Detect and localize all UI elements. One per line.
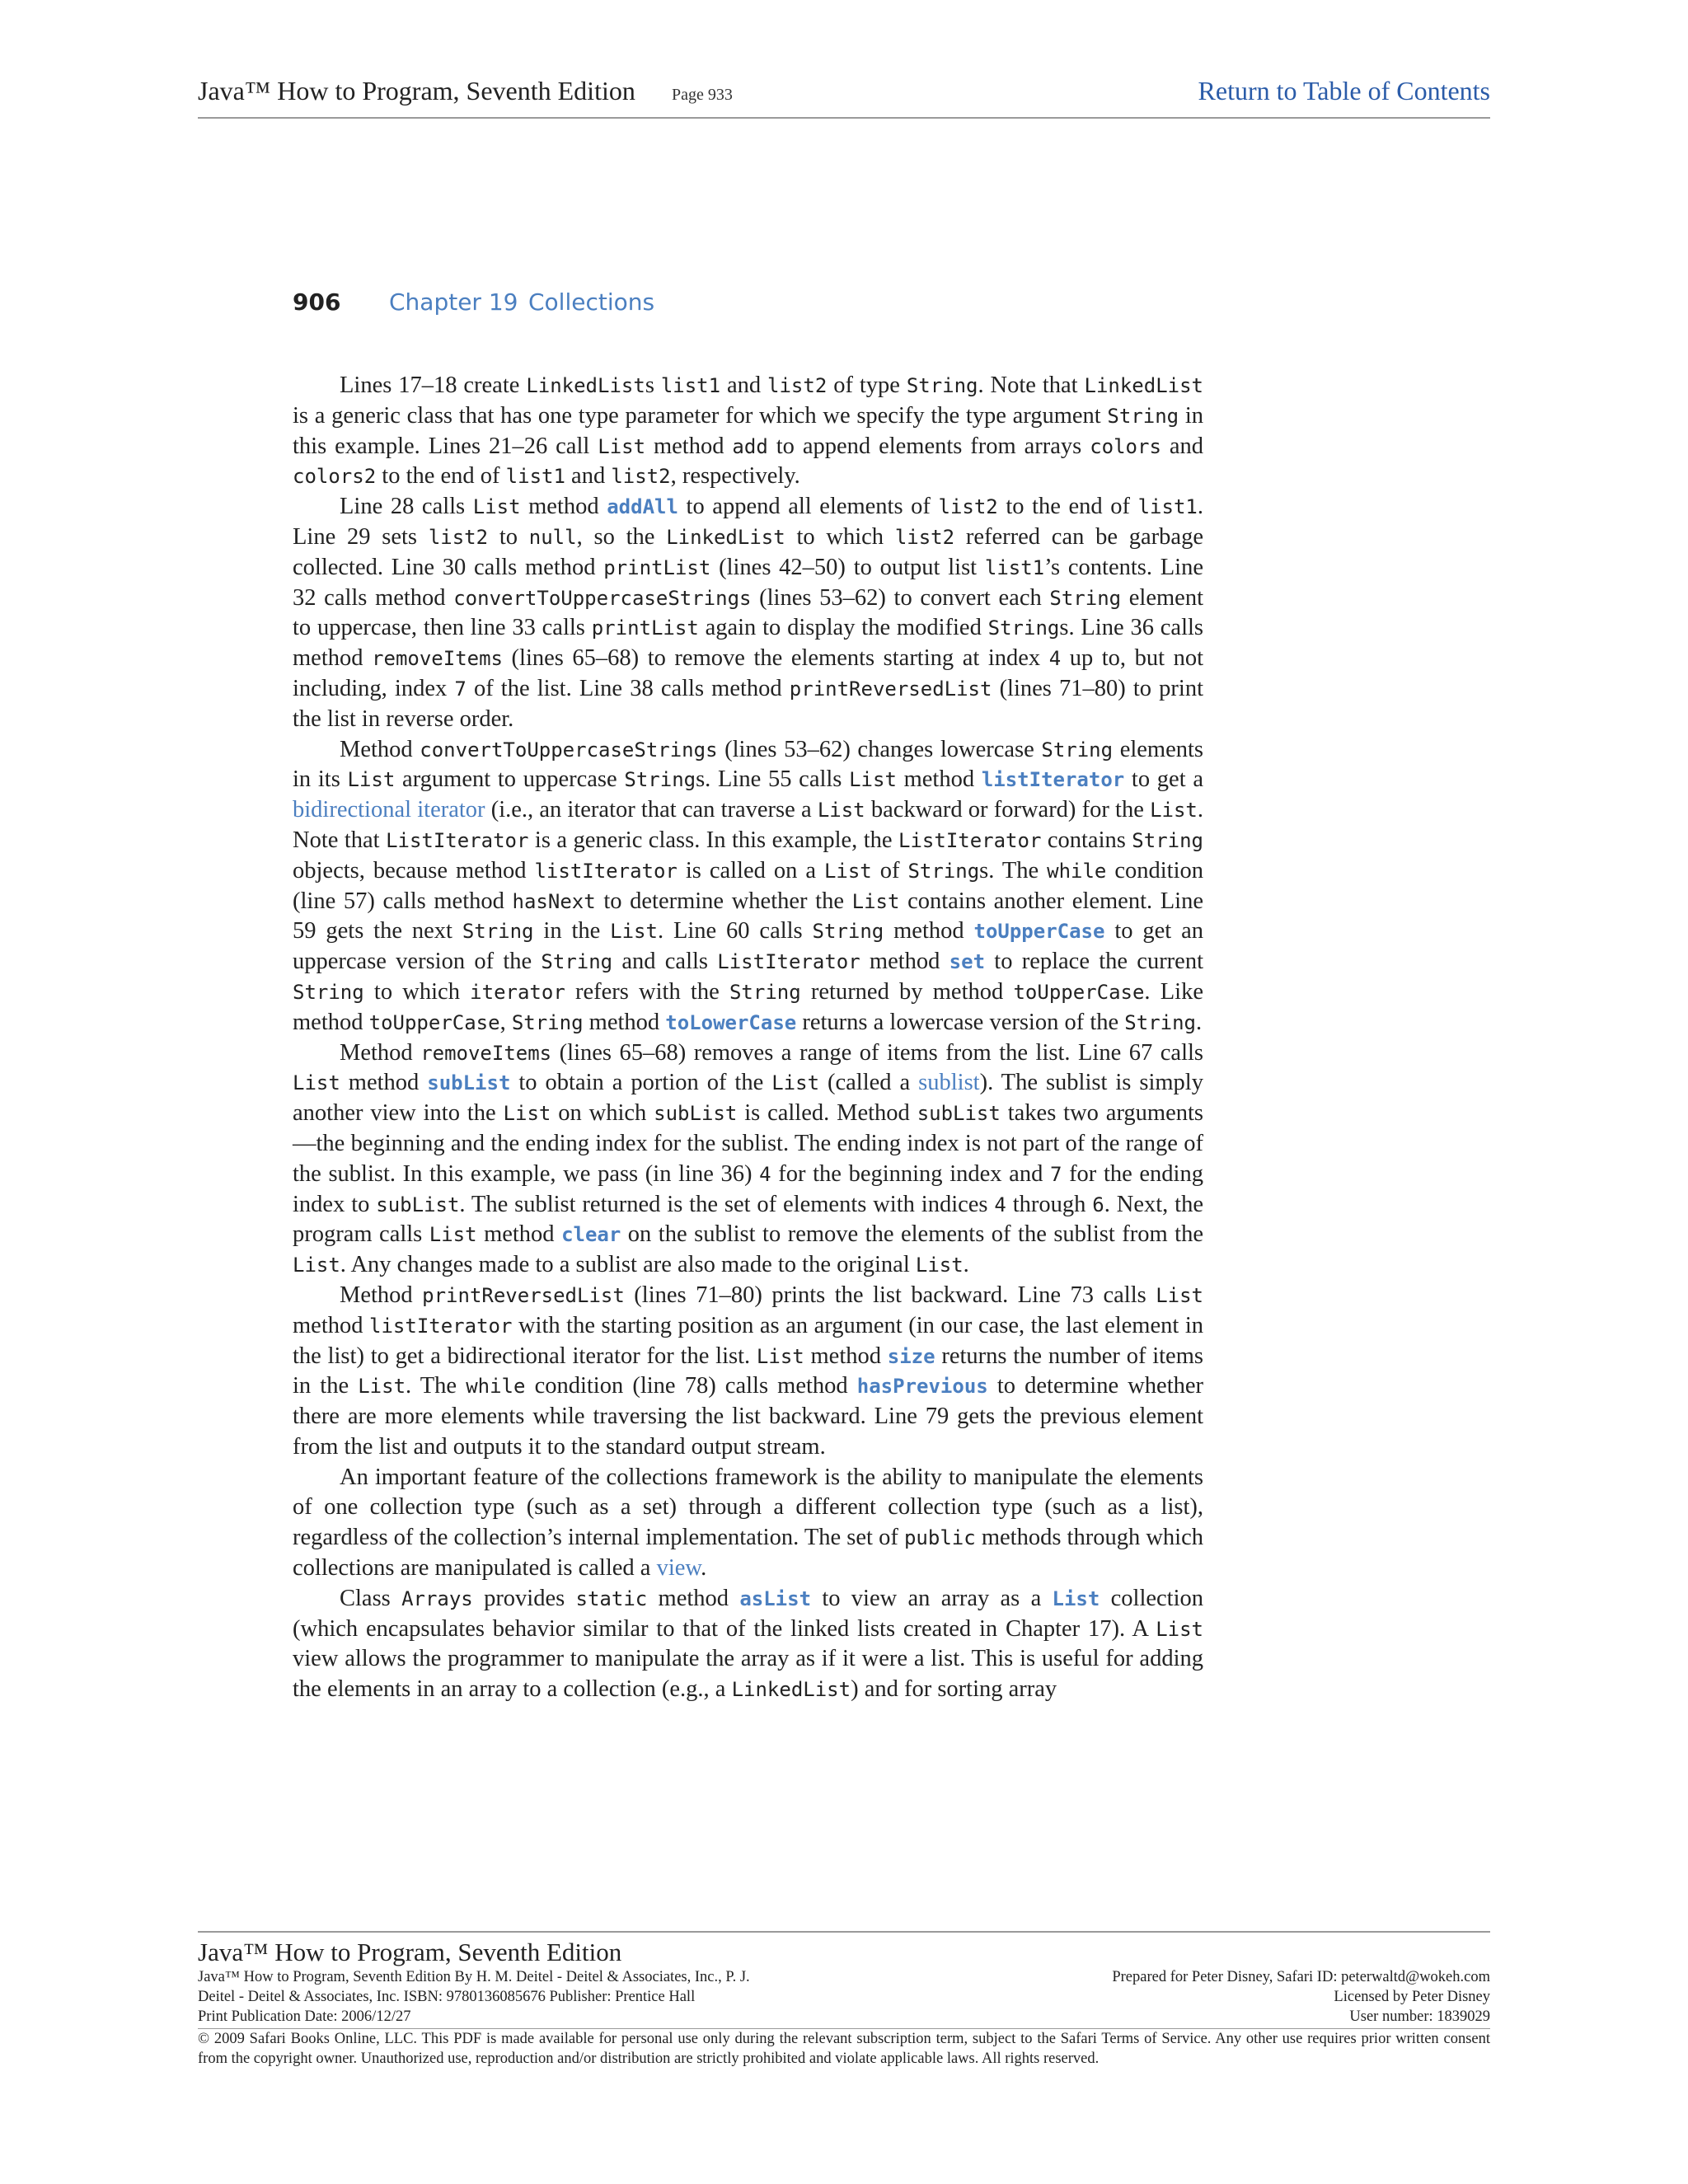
text-run: ). The sublist is simply another view into the: [293, 1070, 1203, 1127]
text-run: to the end of: [997, 494, 1138, 520]
code-term: list1: [660, 374, 721, 397]
code-term: colors: [1090, 434, 1161, 458]
text-run: condition (line 57) calls method: [293, 857, 1204, 914]
code-term: List: [817, 799, 865, 823]
code-term: String: [1124, 1010, 1196, 1034]
code-term: List: [472, 495, 521, 519]
code-term: subList: [376, 1193, 460, 1216]
code-term: list1: [984, 555, 1045, 579]
code-term: String: [462, 920, 534, 944]
text-run: , so the: [576, 523, 667, 550]
text-run: to replace the current: [985, 949, 1203, 975]
code-term: 7: [454, 677, 467, 701]
key-method-term: size: [887, 1344, 935, 1368]
code-term: 7: [1049, 1162, 1062, 1186]
text-run: to determine whether the: [595, 888, 852, 914]
text-run: . Note that: [978, 373, 1085, 398]
code-term: list2: [767, 374, 828, 397]
text-run: objects, because method: [293, 857, 535, 883]
text-run: to: [488, 523, 529, 550]
text-run: to append elements from arrays: [767, 433, 1090, 459]
code-term: printList: [591, 616, 699, 640]
code-term: printList: [603, 555, 711, 579]
text-run: method: [896, 766, 982, 793]
footer-row: [198, 1967, 1490, 1987]
text-run: returns the number of items in the: [293, 1343, 1203, 1399]
text-run: method: [476, 1221, 562, 1248]
code-term: add: [732, 434, 768, 458]
text-run: Method: [340, 1039, 421, 1066]
code-term: LinkedList: [526, 374, 645, 397]
code-term: String: [907, 859, 980, 883]
code-term: List: [293, 1254, 340, 1277]
text-run: . Any changes made to a sublist are also made to the original: [340, 1252, 916, 1278]
key-method-term: subList: [427, 1071, 511, 1095]
text-run: to which: [363, 978, 471, 1005]
code-term: String: [812, 920, 884, 944]
text-run: and calls: [612, 949, 718, 975]
text-run: backward or forward) for the: [865, 797, 1151, 823]
text-run: again to display the modified: [698, 615, 988, 641]
key-method-term: listIterator: [981, 768, 1125, 792]
text-run: in the: [533, 918, 611, 944]
text-run: method: [647, 1585, 740, 1611]
code-term: subList: [917, 1102, 1001, 1126]
text-run: method: [293, 1312, 370, 1338]
code-term: public: [903, 1526, 976, 1550]
code-term: subList: [654, 1102, 738, 1126]
key-term: sublist: [918, 1070, 980, 1096]
code-term: String: [906, 374, 978, 397]
key-method-term: clear: [561, 1223, 621, 1247]
text-run: argument to uppercase: [395, 766, 625, 793]
code-term: hasNext: [512, 889, 596, 913]
code-term: null: [528, 525, 577, 549]
text-run: Lines 17–18 create: [340, 373, 527, 398]
code-term: convertToUppercaseStrings: [420, 738, 718, 762]
text-run: (lines 65–68) to remove the elements starting at index: [503, 645, 1049, 672]
chapter-number: Chapter 19: [389, 288, 518, 316]
text-run: Line 28 calls: [340, 494, 473, 520]
text-run: to the end of: [376, 463, 506, 490]
key-method-term: toUpperCase: [973, 920, 1105, 944]
key-term: bidirectional iterator: [293, 797, 485, 823]
chapter-name: Collections: [528, 288, 655, 316]
code-term: String: [1041, 738, 1114, 762]
text-run: An important feature of the collections framework is the ability to manipulate the elements of one collection type (such as a set) through a different collection type (such as a list), regardless of the collection’s internal implementation. The set of: [293, 1464, 1203, 1551]
text-run: through: [1006, 1191, 1093, 1217]
code-term: 4: [759, 1162, 771, 1186]
code-term: ListIterator: [898, 828, 1042, 852]
body-paragraph: [293, 1281, 1203, 1463]
page-label: Page 933: [672, 86, 733, 104]
text-run: of the list. Line 38 calls method: [466, 675, 790, 701]
footer-user-number: User number: 1839029: [1349, 2008, 1490, 2025]
page-footer: [198, 1931, 1490, 2069]
text-run: (lines 71–80) to print the list in reverse order.: [293, 675, 1203, 732]
text-run: (lines 42–50) to output list: [710, 554, 985, 580]
text-run: (lines 53–62) to convert each: [751, 584, 1050, 611]
text-run: contains: [1041, 827, 1132, 853]
code-term: list2: [611, 465, 671, 489]
code-term: String: [729, 980, 801, 1004]
code-term: convertToUppercaseStrings: [453, 586, 752, 610]
book-title: Java™ How to Program, Seventh Edition: [198, 76, 635, 105]
text-run: method: [860, 949, 950, 975]
footer-row: [198, 2007, 1490, 2027]
text-run: methods through which collections are manipulated is called a: [293, 1525, 1203, 1582]
text-run: provides: [472, 1585, 576, 1611]
footer-licensed-by: Licensed by Peter Disney: [1334, 1989, 1490, 2005]
text-run: , respectively.: [670, 463, 800, 490]
code-term: List: [1150, 799, 1198, 823]
footer-isbn: Deitel - Deitel & Associates, Inc. ISBN: 9780136085676 Publisher: Prentice Hall: [198, 1989, 696, 2005]
text-run: to view an array as a: [811, 1585, 1053, 1611]
body-paragraph: [293, 371, 1203, 492]
return-to-toc-link[interactable]: Return to Table of Contents: [1198, 76, 1490, 105]
code-term: list2: [938, 495, 998, 519]
text-run: takes two arguments—the beginning and the ending index for the sublist. The ending index is not part of the range of the sublist. In this example, we pass (in line 36): [293, 1100, 1204, 1187]
text-run: s: [645, 373, 661, 398]
code-term: String: [624, 768, 696, 792]
code-term: String: [541, 950, 613, 974]
text-run: referred can be garbage collected. Line 30 calls method: [293, 523, 1203, 580]
code-term: printReversedList: [789, 677, 992, 701]
text-run: in this example. Lines 21–26 call: [293, 402, 1203, 459]
body-paragraph: [293, 1463, 1203, 1584]
code-term: List: [823, 859, 872, 883]
text-run: Method: [340, 736, 420, 762]
key-term: view: [656, 1555, 701, 1582]
code-term: 4: [1048, 647, 1062, 671]
text-run: (i.e., an iterator that can traverse a: [485, 797, 818, 823]
code-term: ListIterator: [717, 950, 860, 974]
text-run: . Line 29 sets: [293, 494, 1203, 550]
text-run: to determine whether there are more elements while traversing the list backward. Line 79 gets the previous element from the list and outputs it to the standard output stream.: [293, 1373, 1204, 1460]
key-method-term: List: [1052, 1586, 1100, 1610]
code-term: list1: [505, 465, 565, 489]
code-term: List: [358, 1375, 406, 1399]
body-text: [293, 371, 1203, 1705]
code-term: while: [1047, 859, 1107, 883]
text-run: method: [804, 1343, 888, 1369]
text-run: is called on a: [677, 857, 824, 883]
code-term: list2: [428, 525, 489, 549]
text-run: up to, but not including, index: [293, 645, 1203, 701]
text-run: and: [565, 463, 612, 490]
body-paragraph: [293, 1038, 1203, 1281]
text-run: s. Line 36 calls method: [293, 615, 1204, 672]
text-run: method: [340, 1070, 428, 1096]
text-run: of type: [827, 373, 907, 398]
code-term: removeItems: [420, 1041, 552, 1065]
code-term: List: [293, 1071, 340, 1095]
running-header: [198, 74, 1490, 119]
footer-title: Java™ How to Program, Seventh Edition: [198, 1938, 622, 1966]
code-term: colors2: [293, 465, 377, 489]
code-term: List: [347, 768, 396, 792]
text-run: to append all elements of: [678, 494, 939, 520]
key-method-term: hasPrevious: [856, 1375, 988, 1399]
text-run: (lines 71–80) prints the list backward. Line 73 calls: [624, 1282, 1156, 1308]
code-term: List: [915, 1254, 964, 1277]
text-run: .: [1196, 1009, 1203, 1035]
key-method-term: toLowerCase: [665, 1010, 797, 1034]
text-run: . Line 60 calls: [657, 918, 813, 944]
key-method-term: asList: [739, 1586, 812, 1610]
text-run: . Note that: [293, 797, 1203, 853]
code-term: List: [851, 889, 900, 913]
text-run: is a generic class. In this example, the: [528, 827, 899, 853]
text-run: for the ending index to: [293, 1160, 1203, 1217]
code-term: listIterator: [369, 1314, 513, 1338]
code-term: List: [598, 434, 646, 458]
text-run: .: [963, 1252, 969, 1278]
text-run: . The sublist returned is the set of elements with indices: [459, 1191, 995, 1217]
text-run: view allows the programmer to manipulate the array as if it were a list. This is useful for adding the elements in an array to a collection (e.g., a: [293, 1646, 1203, 1703]
text-run: method: [583, 1009, 666, 1035]
code-term: while: [466, 1375, 526, 1399]
text-run: and: [720, 373, 768, 398]
footer-prepared-for: Prepared for Peter Disney, Safari ID: peterwaltd@wokeh.com: [1112, 1969, 1490, 1985]
text-run: returned by method: [800, 978, 1014, 1005]
text-run: contains another element. Line 59 gets the next: [293, 888, 1203, 944]
code-term: LinkedList: [1084, 374, 1203, 397]
text-run: (lines 65–68) removes a range of items from the list. Line 67 calls: [551, 1039, 1203, 1066]
body-paragraph: [293, 492, 1203, 734]
code-term: Arrays: [401, 1586, 473, 1610]
text-run: ’s contents. Line 32 calls method: [293, 554, 1204, 611]
code-term: 6: [1092, 1193, 1104, 1216]
key-method-term: addAll: [607, 495, 678, 519]
footer-row: [198, 1987, 1490, 2007]
text-run: to which: [785, 523, 895, 550]
code-term: list2: [894, 525, 955, 549]
code-term: String: [293, 980, 364, 1004]
code-term: List: [1156, 1283, 1203, 1307]
code-term: removeItems: [372, 647, 503, 671]
body-paragraph: [293, 1584, 1203, 1705]
footer-book-info: Java™ How to Program, Seventh Edition By H. M. Deitel - Deitel & Associates, Inc., P. J.: [198, 1969, 750, 1985]
text-run: (lines 53–62) changes lowercase: [717, 736, 1042, 762]
key-method-term: set: [949, 950, 986, 974]
text-run: elements in its: [293, 736, 1203, 793]
code-term: List: [771, 1071, 820, 1095]
text-run: for the beginning index and: [771, 1160, 1050, 1187]
code-term: list1: [1137, 495, 1198, 519]
text-run: condition (line 78) calls method: [525, 1373, 857, 1399]
text-run: .: [701, 1555, 707, 1582]
text-run: returns a lowercase version of the: [796, 1009, 1125, 1035]
text-run: method: [645, 433, 733, 459]
text-run: s. The: [979, 857, 1048, 883]
code-term: iterator: [470, 980, 565, 1004]
code-term: String: [987, 616, 1060, 640]
code-term: List: [1156, 1617, 1203, 1641]
text-run: s. Line 55 calls: [696, 766, 850, 793]
code-term: List: [610, 920, 658, 944]
text-run: to obtain a portion of the: [510, 1070, 772, 1096]
code-term: toUpperCase: [1013, 980, 1145, 1004]
text-run: is a generic class that has one type parameter for which we specify the type argument: [293, 402, 1108, 429]
text-run: collection (which encapsulates behavior similar to that of the linked lists created in Chapter 17). A: [293, 1585, 1204, 1642]
text-run: method: [884, 918, 974, 944]
text-run: Method: [340, 1282, 423, 1308]
code-term: listIterator: [534, 859, 678, 883]
page-number: 906: [293, 288, 341, 316]
code-term: List: [503, 1102, 551, 1126]
text-run: on which: [551, 1100, 654, 1127]
code-term: 4: [994, 1193, 1006, 1216]
text-run: of: [871, 857, 908, 883]
text-run: ) and for sorting array: [851, 1676, 1057, 1703]
text-run: . Like method: [293, 978, 1203, 1035]
code-term: String: [1049, 586, 1122, 610]
code-term: LinkedList: [731, 1678, 851, 1702]
text-run: on the sublist to remove the elements of the sublist from the: [621, 1221, 1203, 1248]
text-run: refers with the: [565, 978, 729, 1005]
text-run: . The: [406, 1373, 467, 1399]
text-run: Class: [340, 1585, 402, 1611]
text-run: ,: [499, 1009, 512, 1035]
code-term: ListIterator: [386, 828, 529, 852]
code-term: String: [1132, 828, 1203, 852]
text-run: to get a: [1124, 766, 1203, 793]
code-term: static: [575, 1586, 648, 1610]
code-term: List: [429, 1223, 477, 1247]
code-term: toUpperCase: [368, 1010, 500, 1034]
text-run: element to uppercase, then line 33 calls: [293, 584, 1203, 641]
footer-pub-date: Print Publication Date: 2006/12/27: [198, 2008, 411, 2025]
text-run: to get an uppercase version of the: [293, 918, 1203, 975]
text-run: . Next, the program calls: [293, 1191, 1203, 1248]
text-run: with the starting position as an argument (in our case, the last element in the list) to get a bidirectional iterator for the list.: [293, 1312, 1203, 1369]
text-run: (called a: [819, 1070, 919, 1096]
code-term: String: [1107, 404, 1179, 428]
code-term: List: [756, 1344, 804, 1368]
code-term: String: [511, 1010, 584, 1034]
body-paragraph: [293, 735, 1203, 1038]
code-term: LinkedList: [666, 525, 785, 549]
text-run: method: [520, 494, 607, 520]
text-run: and: [1160, 433, 1203, 459]
code-term: printReversedList: [422, 1283, 625, 1307]
footer-legal-notice: © 2009 Safari Books Online, LLC. This PDF is made available for personal use only during the relevant subscription term, subject to the Safari Terms of Service. Any other use requires prior written consent from the copyright owner. Unauthorized use, reproduction and/or distribution are strictly prohibited and violate applicable laws. All rights reserved.: [198, 2028, 1490, 2069]
text-run: is called. Method: [737, 1100, 917, 1127]
code-term: List: [849, 768, 897, 792]
